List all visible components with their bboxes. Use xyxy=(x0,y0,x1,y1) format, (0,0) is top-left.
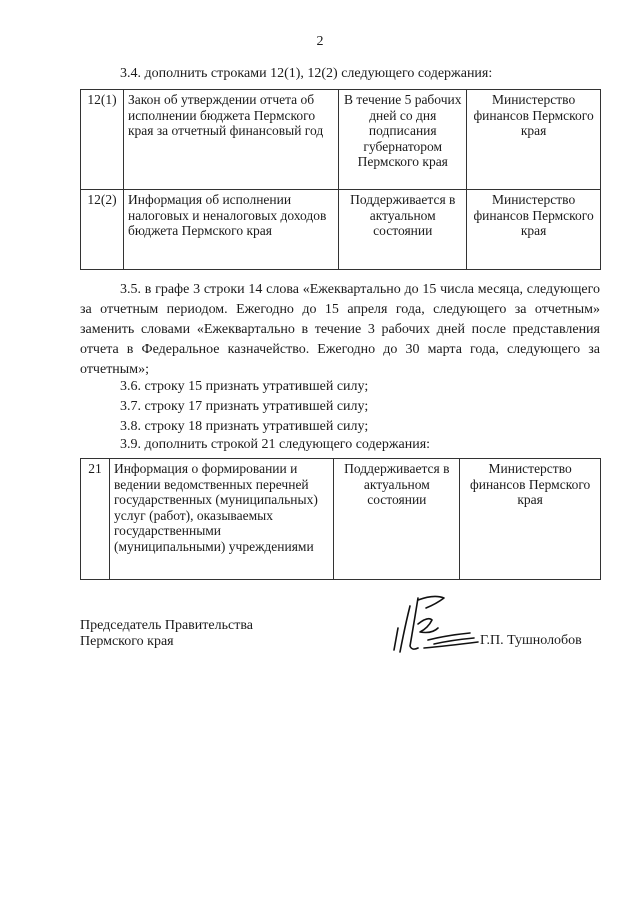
signatory-position xyxy=(80,618,253,650)
item-3-6: 3.6. строку 15 признать утратившей силу; xyxy=(120,379,369,394)
table-row-21 xyxy=(80,458,601,580)
item-3-7: 3.7. строку 17 признать утратившей силу; xyxy=(120,399,369,414)
handwritten-signature xyxy=(388,588,488,658)
row-term: Поддерживается в актуальном состоянии xyxy=(339,190,467,270)
row-document-name: Закон об утверждении отчета об исполнении бюджета Пермского края за отчетный финансовый год xyxy=(123,90,338,190)
item-3-5: 3.5. в графе 3 строки 14 слова «Ежеквартально до 15 числа месяца, следующего за отчетным периодом. Ежегодно до 15 апреля года, следующего за отчетным» заменить словами «Ежеквартально в течение 3 рабочих дней после представления отчета в Федеральное казначейство. Ежегодно до 30 марта года, следующего за отчетным»; xyxy=(80,282,600,377)
signatory-name: Г.П. Тушнолобов xyxy=(480,633,582,648)
row-responsible: Министерство финансов Пермского края xyxy=(467,90,601,190)
table-row xyxy=(81,459,601,580)
row-responsible: Министерство финансов Пермского края xyxy=(460,459,601,580)
row-number: 21 xyxy=(81,459,110,580)
item-3-8: 3.8. строку 18 признать утратившей силу; xyxy=(120,419,369,434)
row-document-name: Информация о формировании и ведении ведомственных перечней государственных (муниципальных) услуг (работ), оказываемых государственными (муниципальными) учреждениями xyxy=(109,459,333,580)
item-3-9: 3.9. дополнить строкой 21 следующего содержания: xyxy=(120,437,431,452)
row-responsible: Министерство финансов Пермского края xyxy=(467,190,601,270)
row-number: 12(1) xyxy=(81,90,124,190)
row-term: Поддерживается в актуальном состоянии xyxy=(334,459,460,580)
row-document-name: Информация об исполнении налоговых и неналоговых доходов бюджета Пермского края xyxy=(123,190,338,270)
table-row xyxy=(81,90,601,190)
table-rows-12-1-12-2 xyxy=(80,89,601,270)
signatory-position-line1: Председатель Правительства xyxy=(80,618,253,633)
page-number: 2 xyxy=(316,34,324,49)
row-term: В течение 5 рабочих дней со дня подписания губернатором Пермского края xyxy=(339,90,467,190)
row-number: 12(2) xyxy=(81,190,124,270)
table-row xyxy=(81,190,601,270)
item-3-4: 3.4. дополнить строками 12(1), 12(2) следующего содержания: xyxy=(120,66,493,81)
signatory-position-line2: Пермского края xyxy=(80,634,174,649)
